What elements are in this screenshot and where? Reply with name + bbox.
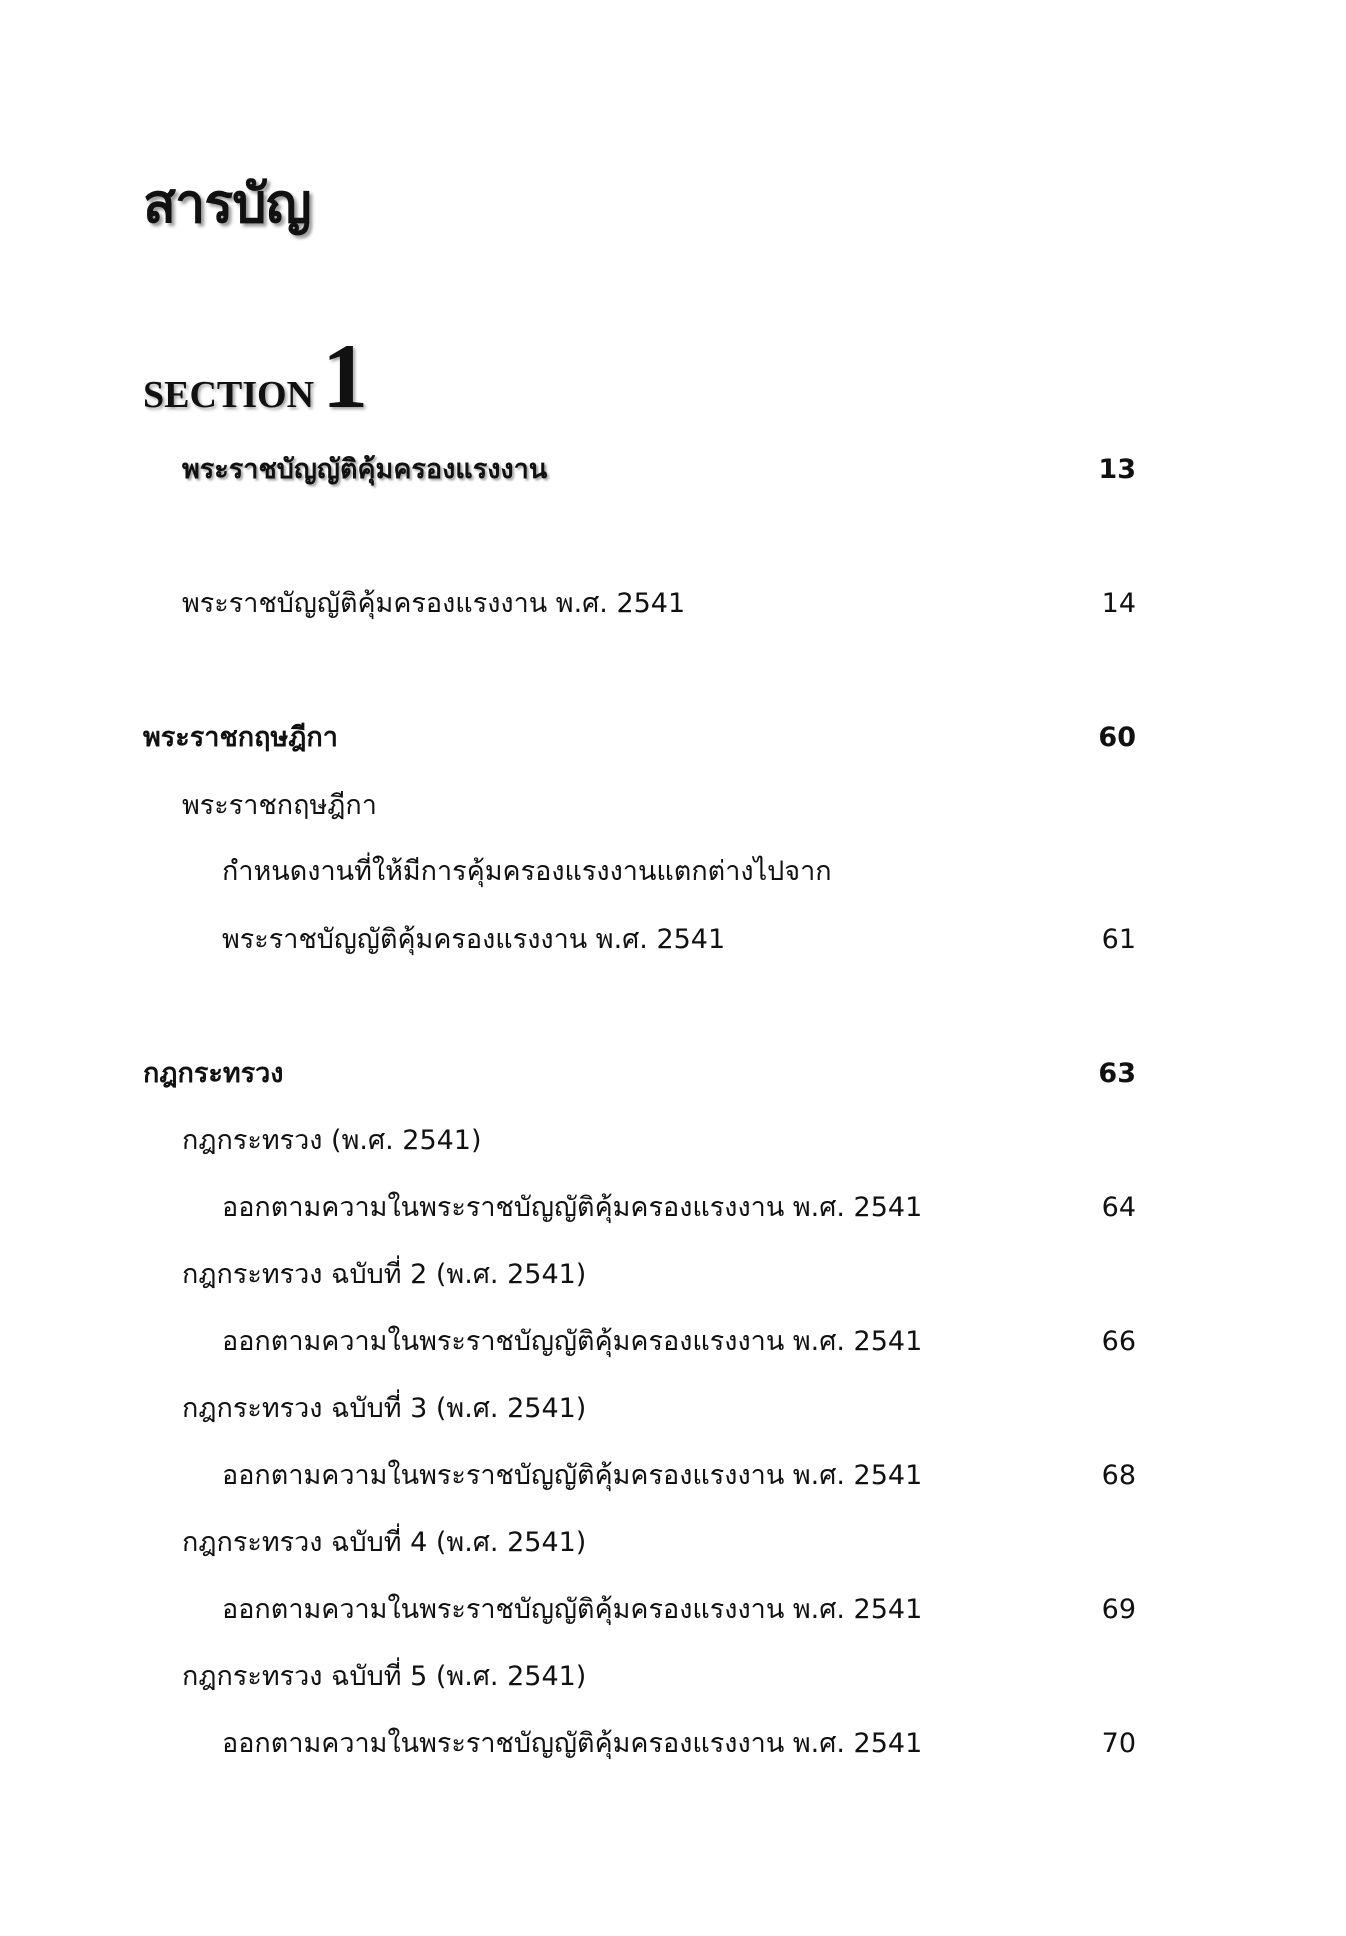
toc-entry-title: พระราชบัญญัติคุ้มครองแรงงาน [182,454,548,485]
page-title: สารบัญ [143,172,311,235]
toc-entry-title: ออกตามความในพระราชบัญญัติคุ้มครองแรงงาน พ.ศ. 2541 [222,1192,923,1223]
toc-entry[interactable] [0,1521,1346,1565]
toc-entry[interactable] [0,1253,1346,1297]
toc-entry-continuation[interactable] [0,1722,1346,1766]
section-heading [143,325,369,427]
toc-entry-title: พระราชกฤษฎีกา [182,790,377,821]
toc-entry-title: พระราชบัญญัติคุ้มครองแรงงาน พ.ศ. 2541 [222,924,726,955]
toc-entry-title: พระราชกฤษฎีกา [143,722,338,753]
toc-entry-page: 66 [1101,1326,1136,1357]
toc-entry-title: กฎกระทรวง ฉบับที่ 3 (พ.ศ. 2541) [182,1393,587,1424]
toc-entry-page: 69 [1101,1594,1136,1625]
toc-entry[interactable] [0,784,1346,828]
toc-entry-title: กำหนดงานที่ให้มีการคุ้มครองแรงงานแตกต่างไปจาก [222,856,832,887]
toc-entry-page: 68 [1101,1460,1136,1491]
toc-group-heading[interactable] [0,1052,1346,1096]
toc-entry-title: ออกตามความในพระราชบัญญัติคุ้มครองแรงงาน พ.ศ. 2541 [222,1460,923,1491]
toc-entry-title: ออกตามความในพระราชบัญญัติคุ้มครองแรงงาน พ.ศ. 2541 [222,1594,923,1625]
toc-entry-title: ออกตามความในพระราชบัญญัติคุ้มครองแรงงาน พ.ศ. 2541 [222,1326,923,1357]
toc-entry[interactable] [0,448,1346,492]
toc-entry-page: 63 [1098,1058,1136,1089]
toc-entry-continuation[interactable] [0,1588,1346,1632]
toc-entry-title: กฎกระทรวง ฉบับที่ 5 (พ.ศ. 2541) [182,1661,587,1692]
toc-entry-title: กฎกระทรวง [143,1058,284,1089]
toc-entry-page: 64 [1101,1192,1136,1223]
toc-entry-continuation [0,850,1346,894]
toc-entry-page: 14 [1101,588,1136,619]
toc-entry-title: กฎกระทรวง ฉบับที่ 2 (พ.ศ. 2541) [182,1259,587,1290]
toc-entry[interactable] [0,582,1346,626]
toc-entry-continuation[interactable] [0,1186,1346,1230]
toc-entry-page: 70 [1101,1728,1136,1759]
section-word: SECTION [143,374,315,416]
toc-entry-title: ออกตามความในพระราชบัญญัติคุ้มครองแรงงาน พ.ศ. 2541 [222,1728,923,1759]
toc-entry[interactable] [0,1387,1346,1431]
toc-entry-page: 13 [1098,454,1136,485]
section-number: 1 [322,325,369,427]
toc-group-heading[interactable] [0,716,1346,760]
toc-entry-title: พระราชบัญญัติคุ้มครองแรงงาน พ.ศ. 2541 [182,588,686,619]
toc-entry[interactable] [0,1655,1346,1699]
toc-entry-continuation[interactable] [0,918,1346,962]
toc-entry-page: 60 [1098,722,1136,753]
toc-entry[interactable] [0,1119,1346,1163]
toc-entry-continuation[interactable] [0,1320,1346,1364]
toc-entry-continuation[interactable] [0,1454,1346,1498]
toc-entry-title: กฎกระทรวง ฉบับที่ 4 (พ.ศ. 2541) [182,1527,587,1558]
toc-entry-page: 61 [1101,924,1136,955]
toc-entry-title: กฎกระทรวง (พ.ศ. 2541) [182,1125,482,1156]
